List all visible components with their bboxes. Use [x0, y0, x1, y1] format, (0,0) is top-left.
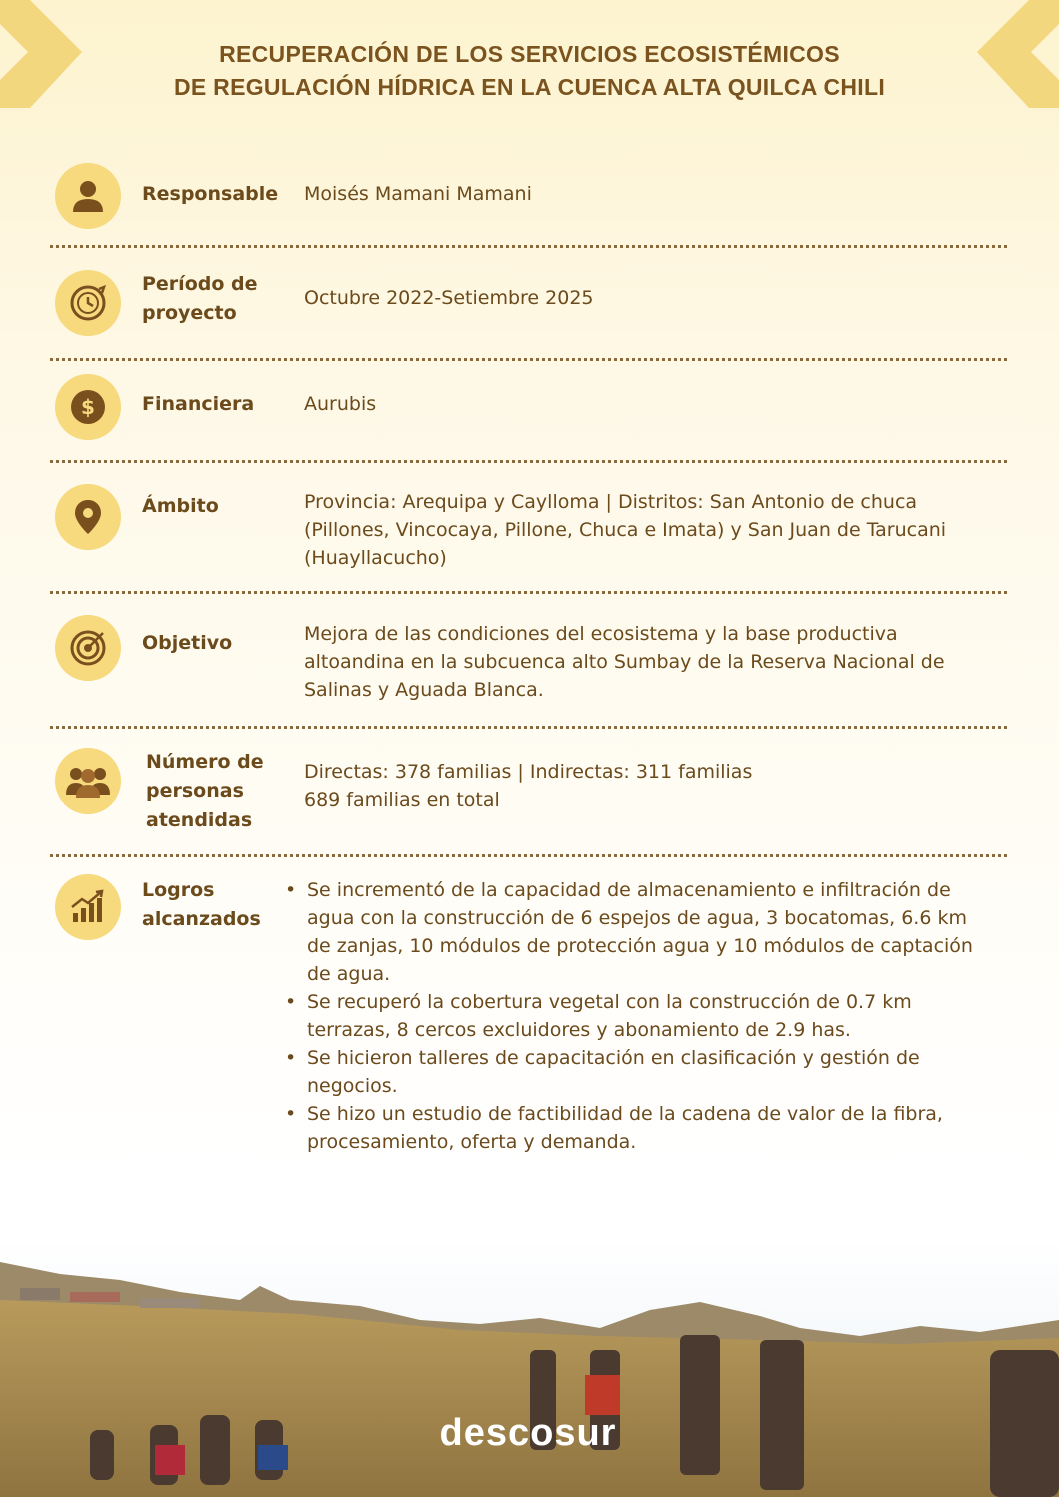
landscape-photo: [0, 1240, 1059, 1497]
row-financiera: [50, 374, 1007, 444]
label-financiera: Financiera: [142, 393, 255, 415]
page-title: [0, 38, 1059, 104]
title-line-1: RECUPERACIÓN DE LOS SERVICIOS ECOSISTÉMICOS: [219, 41, 840, 67]
row-periodo: [50, 268, 1007, 338]
title-line-2: DE REGULACIÓN HÍDRICA EN LA CUENCA ALTA QUILCA CHILI: [173, 74, 886, 100]
divider: [50, 854, 1007, 857]
location-pin-icon: [55, 484, 121, 550]
label-objetivo: Objetivo: [142, 632, 233, 654]
logros-list: [283, 876, 983, 1156]
list-item: • Se incrementó de la capacidad de almacenamiento e infiltración de agua con la construcción de 6 espejos de agua, 3 bocatomas, 6.6 km de zanjas, 10 módulos de protección agua y 10 módulos de captación de agua.: [283, 876, 983, 988]
list-item: • Se hizo un estudio de factibilidad de la cadena de valor de la fibra, procesamiento, oferta y demanda.: [283, 1100, 983, 1156]
value-financiera: Aurubis: [304, 393, 377, 415]
person-icon: [55, 163, 121, 229]
label-personas: Número de personas atendidas: [146, 751, 264, 831]
dollar-icon: [55, 374, 121, 440]
value-objetivo: Mejora de las condiciones del ecosistema y la base productiva altoandina en la subcuenca alto Sumbay de la Reserva Nacional de Salinas y Aguada Blanca.: [304, 623, 945, 701]
divider: [50, 460, 1007, 463]
label-ambito: Ámbito: [142, 495, 219, 517]
value-responsable: Moisés Mamani Mamani: [304, 183, 532, 205]
divider: [50, 726, 1007, 729]
clock-arrow-icon: [55, 270, 121, 336]
descosur-logo: descosur: [439, 1412, 617, 1454]
value-personas-line-2: 689 familias en total: [304, 789, 500, 811]
list-item: • Se recuperó la cobertura vegetal con la construcción de 0.7 km terrazas, 8 cercos excluidores y abonamiento de 2.9 has.: [283, 988, 983, 1044]
svg-text:$: $: [81, 395, 95, 419]
value-periodo: Octubre 2022-Setiembre 2025: [304, 287, 594, 309]
label-responsable: Responsable: [142, 183, 279, 205]
row-responsable: [50, 163, 1007, 233]
target-icon: [55, 615, 121, 681]
growth-chart-icon: [55, 874, 121, 940]
divider: [50, 245, 1007, 248]
label-periodo: Período de proyecto: [142, 273, 258, 324]
row-objetivo: [50, 615, 1007, 705]
row-personas: [50, 748, 1007, 838]
value-personas: [304, 758, 994, 814]
value-personas-line-1: Directas: 378 familias | Indirectas: 311 familias: [304, 761, 753, 783]
value-logros: [283, 876, 983, 1156]
group-icon: [55, 748, 121, 814]
divider: [50, 591, 1007, 594]
label-logros: Logros alcanzados: [142, 879, 261, 930]
row-logros: [50, 874, 1007, 1174]
divider: [50, 358, 1007, 361]
row-ambito: [50, 484, 1007, 574]
value-ambito: Provincia: Arequipa y Caylloma | Distritos: San Antonio de chuca (Pillones, Vincocaya, Pillone, Chuca e Imata) y San Juan de Tarucani (Huayllacucho): [304, 491, 947, 569]
list-item: • Se hicieron talleres de capacitación en clasificación y gestión de negocios.: [283, 1044, 983, 1100]
